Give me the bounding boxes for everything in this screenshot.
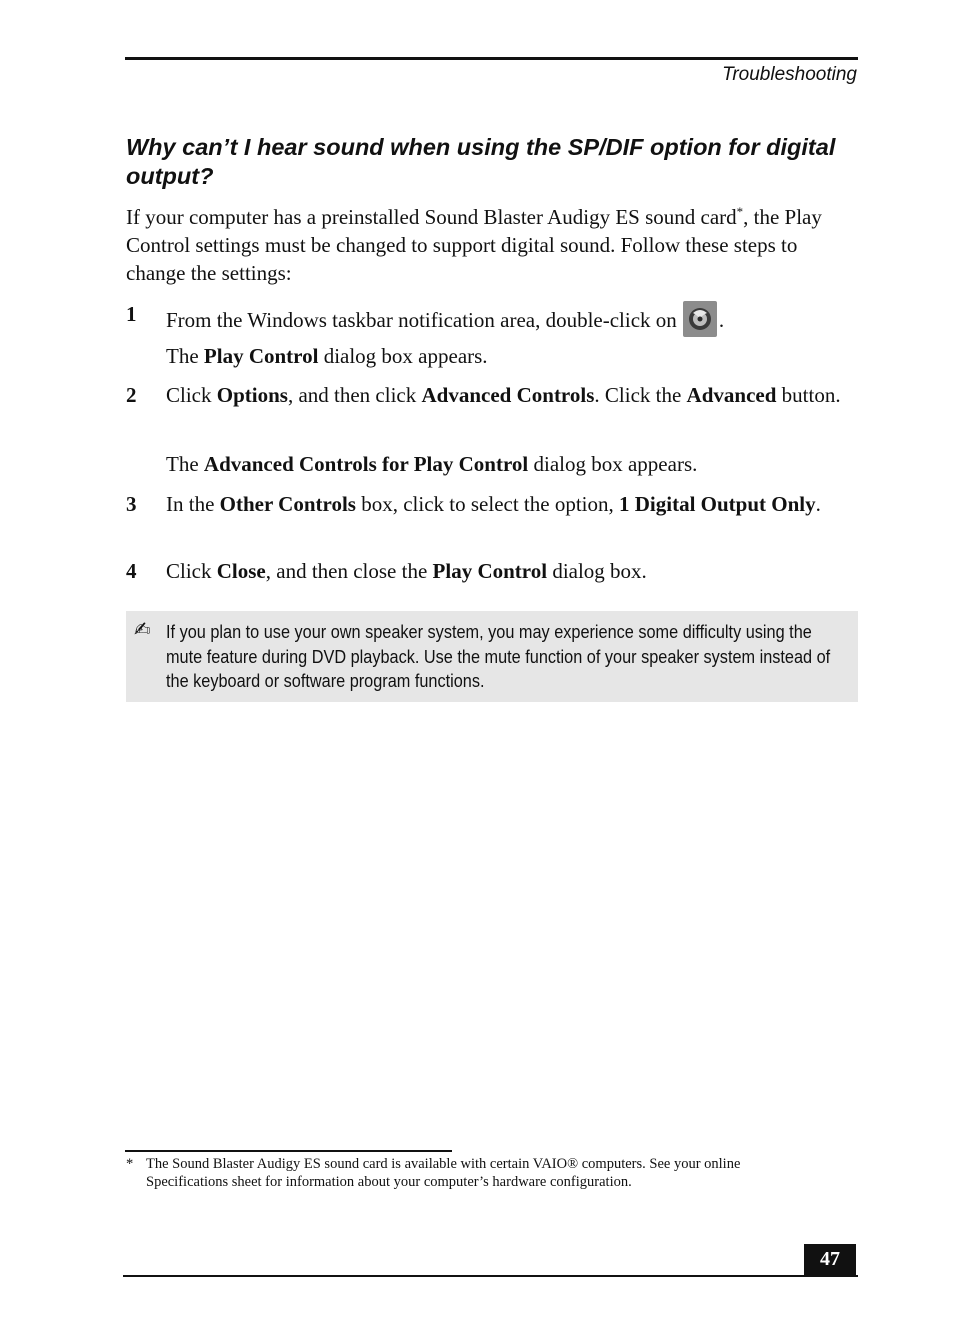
step-1-result: The Play Control dialog box appears.	[166, 344, 488, 368]
step-2	[126, 382, 846, 410]
step-number: 1	[126, 302, 137, 326]
step-text: Click Close, and then close the Play Control dialog box.	[166, 559, 647, 583]
running-head: Troubleshooting	[722, 64, 857, 85]
intro-text-1: If your computer has a preinstalled Sound Blaster Audigy ES sound card	[126, 205, 737, 229]
section-heading: Why can’t I hear sound when using the SP/DIF option for digital output?	[126, 134, 836, 189]
play-control-tray-icon	[683, 301, 717, 337]
note-box	[126, 611, 858, 702]
footer-rule	[123, 1275, 858, 1277]
footnote-rule	[125, 1150, 452, 1152]
step-number: 3	[126, 492, 137, 516]
step-1	[126, 301, 846, 337]
page-number: 47	[804, 1244, 856, 1277]
step-text: In the Other Controls box, click to select the option, 1 Digital Output Only.	[166, 492, 821, 516]
footnote-text: The Sound Blaster Audigy ES sound card is available with certain VAIO® computers. See your online Specifications sheet for information about your computer’s hardware configuration.	[146, 1156, 741, 1190]
header-rule	[125, 57, 858, 60]
note-pencil-icon: ✍	[134, 617, 151, 641]
intro-paragraph	[126, 203, 846, 287]
step-2-result: The Advanced Controls for Play Control dialog box appears.	[166, 452, 698, 476]
step-4	[126, 558, 846, 586]
footnote-reference: *	[736, 204, 744, 219]
step-text: From the Windows taskbar notification area, double-click on .	[166, 301, 846, 337]
step-number: 4	[126, 559, 137, 583]
step-number: 2	[126, 383, 137, 407]
intro-text-2: , the Play Control settings must be changed to support digital sound. Follow these steps to change the settings:	[126, 205, 822, 285]
footnote-mark: *	[126, 1156, 134, 1172]
footnote	[126, 1155, 826, 1191]
note-text: If you plan to use your own speaker system, you may experience some difficulty using the mute feature during DVD playback. Use the mute function of your speaker system instead of the keyboard or software program functions.	[166, 621, 831, 691]
step-3	[126, 491, 846, 519]
step-text: Click Options, and then click Advanced Controls. Click the Advanced button.	[166, 383, 841, 407]
